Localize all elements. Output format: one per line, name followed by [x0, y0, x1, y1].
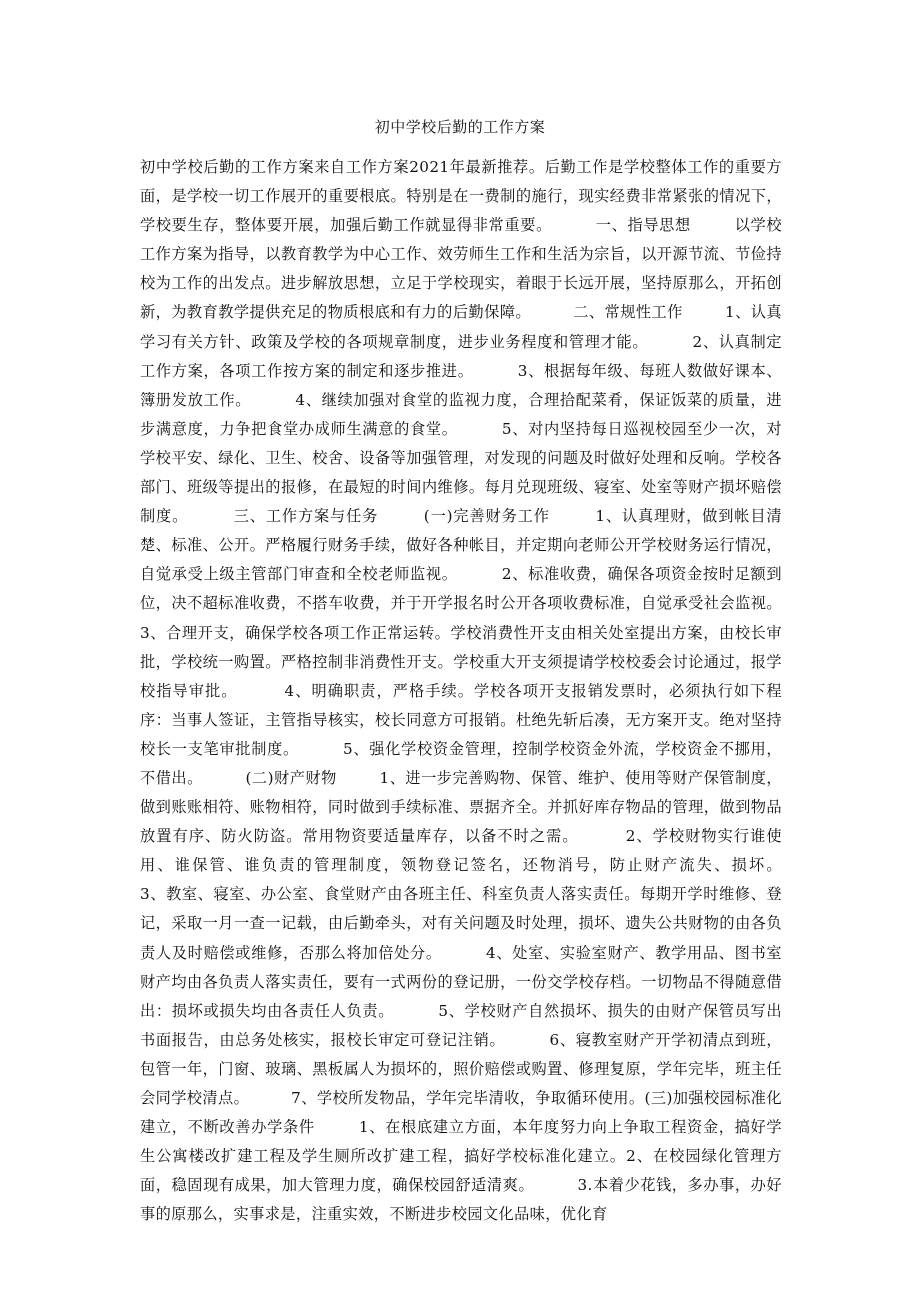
document-body-text: 初中学校后勤的工作方案来自工作方案2021年最新推荐。后勤工作是学校整体工作的重要方面，是学校一切工作展开的重要根底。特别是在一费制的施行，现实经费非常紧张的情况下，学校要生存，整体要开展，加强后勤工作就显得非常重要。 一、指导思想 以学校工作方案为指导，以教育教学为中心工作、效劳师生工作和生活为宗旨，以开源节流、节俭持校为工作的出发点。进步解放思想，立足于学校现实，着眼于长远开展，坚持原那么，开拓创新，为教育教学提供充足的物质根底和有力的后勤保障。 二、常规性工作 1、认真学习有关方针、政策及学校的各项规章制度，进步业务程度和管理才能。 2、认真制定工作方案，各项工作按方案的制定和逐步推进。 3、根据每年级、每班人数做好课本、簿册发放工作。 4、继续加强对食堂的监视力度，合理拾配菜肴，保证饭菜的质量，进步满意度，力争把食堂办成师生满意的食堂。 5、对内坚持每日巡视校园至少一次，对学校平安、绿化、卫生、校舍、设备等加强管理，对发现的问题及时做好处理和反响。学校各部门、班级等提出的报修，在最短的时间内维修。每月兑现班级、寝室、处室等财产损坏赔偿制度。 三、工作方案与任务 (一)完善财务工作 1、认真理财，做到帐目清楚、标准、公开。严格履行财务手续，做好各种帐目，并定期向老师公开学校财务运行情况，自觉承受上级主管部门审查和全校老师监视。 2、标准收费，确保各项资金按时足额到位，决不超标准收费，不搭车收费，并于开学报名时公开各项收费标准，自觉承受社会监视。 3、合理开支，确保学校各项工作正常运转。学校消费性开支由相关处室提出方案，由校长审批，学校统一购置。严格控制非消费性开支。学校重大开支须提请学校校委会讨论通过，报学校指导审批。 4、明确职责，严格手续。学校各项开支报销发票时，必须执行如下程序：当事人签证，主管指导核实，校长同意方可报销。杜绝先斩后凑，无方案开支。绝对坚持校长一支笔审批制度。 5、强化学校资金管理，控制学校资金外流，学校资金不挪用，不借出。 (二)财产财物 1、进一步完善购物、保管、维护、使用等财产保管制度，做到账账相符、账物相符，同时做到手续标准、票据齐全。并抓好库存物品的管理，做到物品放置有序、防火防盗。常用物资要适量库存，以备不时之需。 2、学校财物实行谁使用、谁保管、谁负责的管理制度，领物登记签名，还物消号，防止财产流失、损坏。 3、教室、寝室、办公室、食堂财产由各班主任、科室负责人落实责任。每期开学时维修、登记，采取一月一查一记载，由后勤牵头，对有关问题及时处理，损坏、遗失公共财物的由各负责人及时赔偿或维修，否那么将加倍处分。 4、处室、实验室财产、教学用品、图书室财产均由各负责人落实责任，要有一式两份的登记册，一份交学校存档。一切物品不得随意借出：损坏或损失均由各责任人负责。 5、学校财产自然损坏、损失的由财产保管员写出书面报告，由总务处核实，报校长审定可登记注销。 6、寝教室财产开学初清点到班，包管一年，门窗、玻璃、黑板属人为损坏的，照价赔偿或购置、修理复原，学年完毕，班主任会同学校清点。 7、学校所发物品，学年完毕清收，争取循环使用。(三)加强校园标准化建立，不断改善办学条件 1、在根底建立方面，本年度努力向上争取工程资金，搞好学生公寓楼改扩建工程及学生厕所改扩建工程，搞好学校标准化建立。2、在校园绿化管理方面，稳固现有成果，加大管理力度，确保校园舒适清爽。 3.本着少花钱，多办事，办好事的原那么，实事求是，注重实效，不断进步校园文化品味，优化育 — [140, 158, 824, 1224]
document-title: 初中学校后勤的工作方案 — [374, 118, 546, 136]
